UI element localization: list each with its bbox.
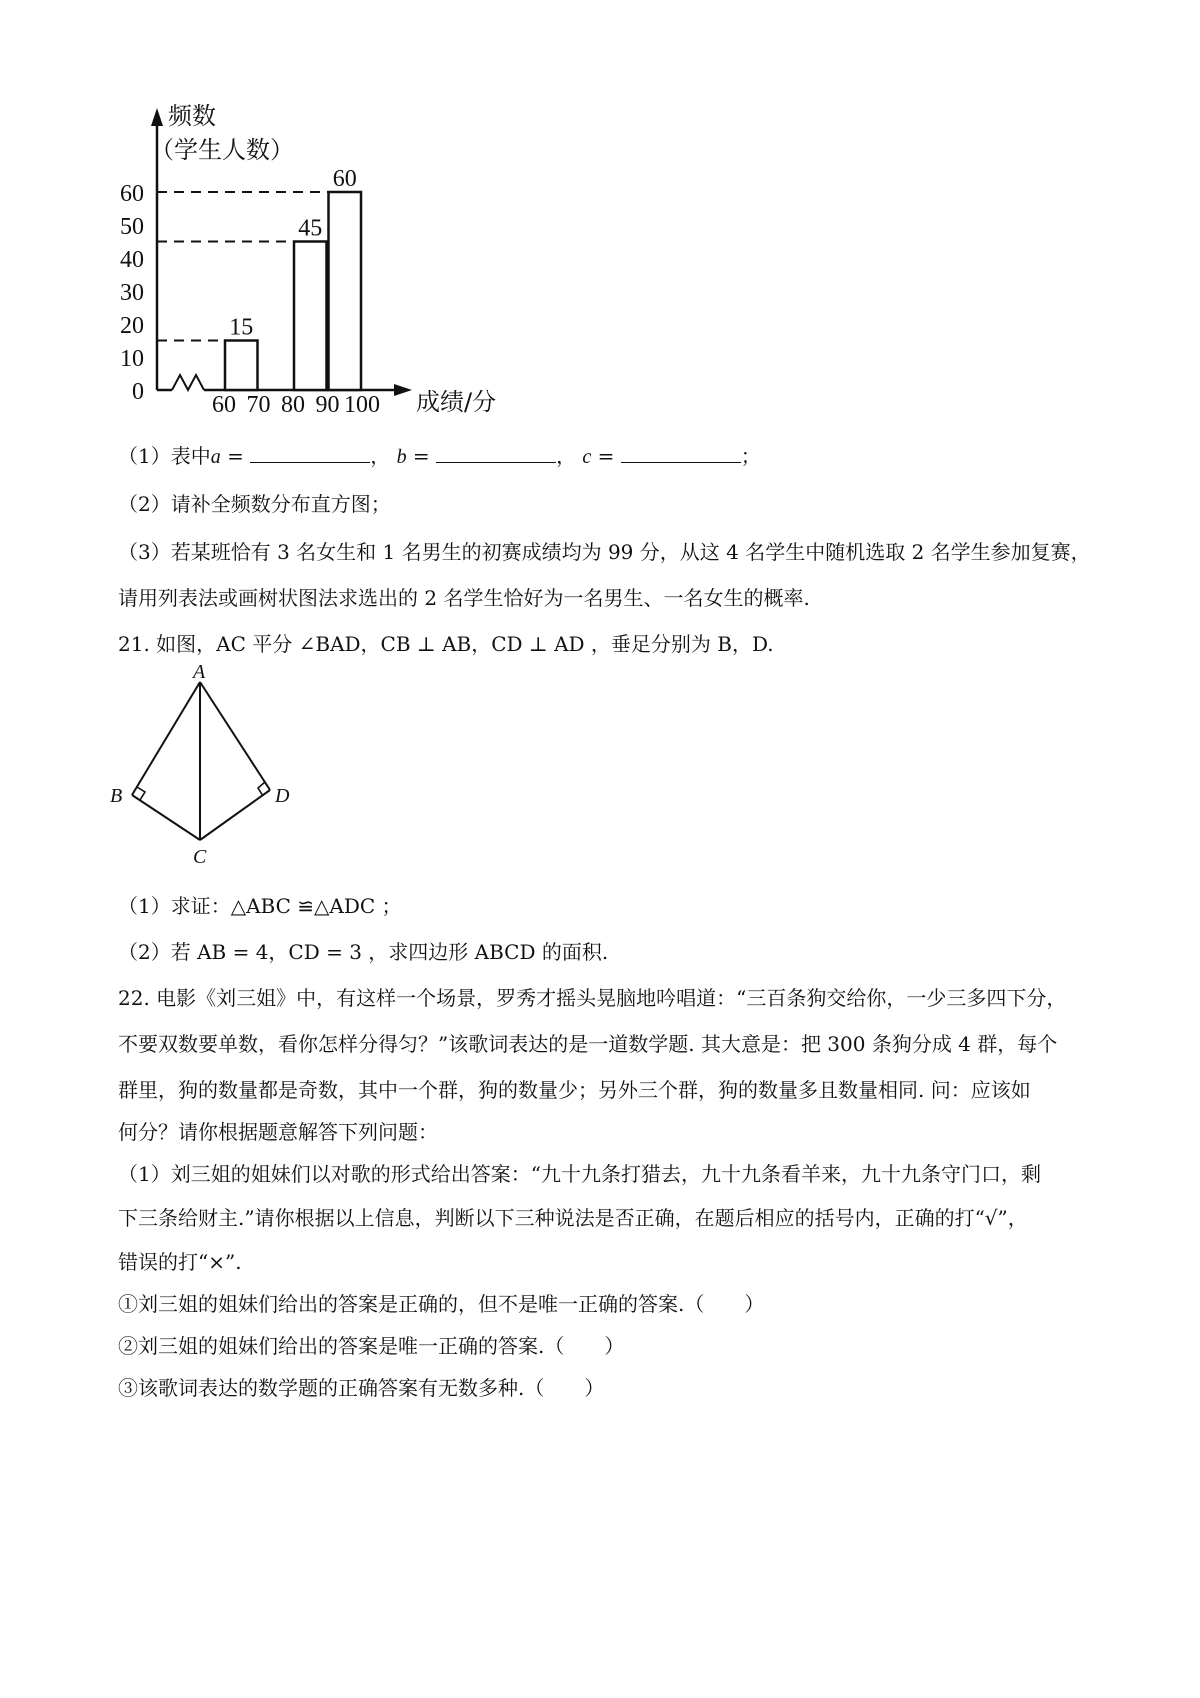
q22-line1: 22. 电影《刘三姐》中，有这样一个场景，罗秀才摇头晃脑地吟唱道：“三百条狗交给你，一少三多四下分， (118, 986, 1067, 1010)
q22-statement-3: ③该歌词表达的数学题的正确答案有无数多种.（ ） (118, 1376, 605, 1400)
bar-value-label: 15 (229, 314, 254, 341)
y-tick-label: 30 (120, 280, 144, 306)
q20-part2: （2）请补全频数分布直方图； (118, 492, 391, 516)
bar-value-label: 45 (298, 215, 323, 242)
x-tick-label: 90 (315, 392, 340, 418)
q20-part3-line2: 请用列表法或画树状图法求选出的 2 名学生恰好为一名男生、一名女生的概率. (118, 586, 810, 610)
q20-part3-line1: （3）若某班恰有 3 名女生和 1 名男生的初赛成绩均为 99 分，从这 4 名学生中随机选取 2 名学生参加复赛， (118, 540, 1091, 564)
y-tick-label: 10 (120, 346, 144, 372)
q22-statement-1: ①刘三姐的姐妹们给出的答案是正确的，但不是唯一正确的答案.（ ） (118, 1292, 765, 1316)
segment-BC (132, 795, 200, 840)
histogram-bar (329, 192, 362, 390)
x-tick-label: 100 (344, 392, 380, 418)
x-tick-label: 60 (212, 392, 236, 418)
q21-part1: （1）求证：△ABC ≌△ADC ； (118, 894, 402, 918)
x-axis-arrow (394, 384, 412, 396)
var-b: b (396, 446, 407, 468)
q21-stem: 21. 如图，AC 平分 ∠BAD，CB ⊥ AB，CD ⊥ AD ，垂足分别为 B，D. (118, 632, 774, 656)
q21-part2: （2）若 AB = 4，CD = 3 ，求四边形 ABCD 的面积. (118, 940, 609, 964)
y-axis-title-1: 频数 (168, 102, 216, 130)
y-axis-title-2: （学生人数） (150, 136, 294, 164)
q22-line3: 群里，狗的数量都是奇数，其中一个群，狗的数量少；另外三个群，狗的数量多且数量相同. 问：应该如 (118, 1078, 1031, 1102)
segment-DC (200, 790, 270, 840)
q22-part1-line3: 错误的打“×”. (118, 1250, 242, 1274)
y-tick-label: 60 (120, 181, 144, 207)
sep-a: ， (370, 444, 391, 468)
q20-part1 (118, 442, 761, 471)
q20-part1-prefix: （1）表中 (118, 444, 211, 468)
var-a: a (210, 446, 221, 468)
y-tick-label: 20 (120, 313, 144, 339)
label-D: D (275, 785, 290, 807)
y-axis-arrow (151, 108, 163, 126)
segment-AB (132, 682, 200, 795)
kite-figure (105, 660, 305, 870)
label-B: B (110, 785, 123, 807)
bar-value-label: 60 (332, 166, 357, 192)
histogram-bar (294, 242, 327, 391)
q22-part1-line2: 下三条给财主.”请你根据以上信息，判断以下三种说法是否正确，在题后相应的括号内，正确的打“√”， (118, 1206, 1028, 1230)
var-c: c (582, 446, 592, 468)
segment-AD (200, 682, 270, 790)
q22-statement-2: ②刘三姐的姐妹们给出的答案是唯一正确的答案.（ ） (118, 1334, 625, 1358)
equals-c: = (591, 444, 621, 468)
histogram-bar (225, 341, 258, 391)
y-tick-label: 50 (120, 214, 144, 240)
equals-a: = (220, 444, 251, 468)
frequency-histogram (110, 90, 550, 430)
end-c: ； (740, 444, 761, 468)
x-tick-label: 70 (246, 392, 271, 418)
q22-line4: 何分？请你根据题意解答下列问题： (118, 1120, 438, 1144)
equals-b: = (406, 444, 437, 468)
q22-part1-line1: （1）刘三姐的姐妹们以对歌的形式给出答案：“九十九条打猎去，九十九条看羊来，九十九条守门口，剩 (118, 1162, 1041, 1186)
q22-line2: 不要双数要单数，看你怎样分得匀？”该歌词表达的是一道数学题. 其大意是：把 300 条狗分成 4 群，每个 (118, 1032, 1058, 1056)
x-tick-label: 80 (281, 392, 305, 418)
y-tick-label: 0 (132, 379, 144, 405)
blank-c[interactable] (621, 444, 741, 463)
label-A: A (193, 661, 206, 683)
x-axis-break (172, 375, 204, 390)
label-C: C (193, 846, 207, 868)
sep-b: ， (556, 444, 577, 468)
x-axis-title: 成绩/分 (416, 388, 497, 416)
y-tick-label: 40 (120, 247, 144, 273)
blank-a[interactable] (250, 444, 370, 463)
blank-b[interactable] (436, 444, 556, 463)
